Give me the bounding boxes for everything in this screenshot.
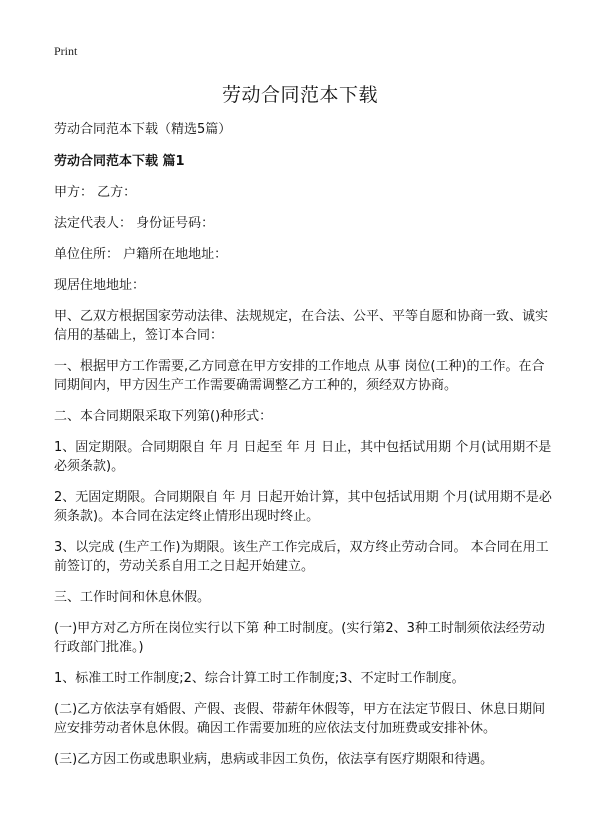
print-label[interactable]: Print [54,44,78,58]
party-line: 甲方： 乙方： [54,185,137,200]
clause-two-item-1: 1、固定期限。合同期限自 年 月 日起至 年 月 日止，其中包括试用期 个月(试用期不是必须条款)。 [54,440,552,474]
clause-three: 三、工作时间和休息休假。 [54,590,211,605]
clause-three-sub-2: (二)乙方依法享有婚假、产假、丧假、带薪年休假等，甲方在法定节假日、休息日期间应安排劳动者休息休假。确因工作需要加班的应依法支付加班费或安排补休。 [54,702,546,736]
clause-three-sub-3: (三)乙方因工伤或患职业病，患病或非因工负伤，依法享有医疗期限和待遇。 [54,752,494,767]
clause-three-sub-1: (一)甲方对乙方所在岗位实行以下第 种工时制度。(实行第2、3种工时制须依法经劳动行政部门批准。) [54,621,545,655]
representative-line: 法定代表人： 身份证号码： [54,216,215,231]
document-body [54,120,554,781]
document-subtitle: 劳动合同范本下载（精选5篇） [54,122,232,137]
document-title: 劳动合同范本下载 [221,84,378,106]
clause-two-item-3: 3、以完成 (生产工作)为期限。该生产工作完成后，双方终止劳动合同。 本合同在用工前签订的，劳动关系自用工之日起开始建立。 [54,540,549,574]
preamble-paragraph: 甲、乙双方根据国家劳动法律、法规规定，在合法、公平、平等自愿和协商一致、诚实信用的基础上，签订本合同： [54,309,549,343]
address-line: 单位住所： 户籍所在地地址： [54,247,228,262]
clause-two-item-2: 2、无固定期限。合同期限自 年 月 日起开始计算，其中包括试用期 个月(试用期不是必须条款)。本合同在法定终止情形出现时终止。 [54,490,552,524]
clause-two: 二、本合同期限采取下列第()种形式： [54,409,273,424]
section-heading: 劳动合同范本下载 篇1 [54,154,185,169]
clause-one: 一、根据甲方工作需要,乙方同意在甲方安排的工作地点 从事 岗位(工种)的工作。在合同期间内，甲方因生产工作需要确需调整乙方工种的，须经双方协商。 [54,359,545,393]
current-address-line: 现居住地地址： [54,278,146,293]
clause-three-options: 1、标准工时工作制度;2、综合计算工时工作制度;3、不定时工作制度。 [54,671,465,686]
